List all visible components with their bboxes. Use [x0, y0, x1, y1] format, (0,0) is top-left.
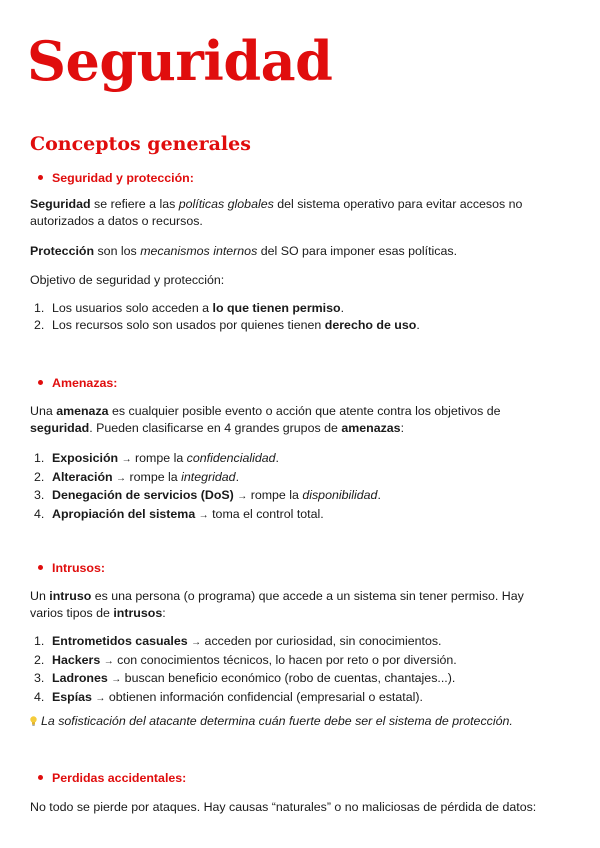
- list-objetivos: [30, 300, 560, 333]
- list-item: 1. Los usuarios solo acceden a lo que tienen permiso.: [34, 301, 345, 315]
- list-item: 4. Apropiación del sistema → toma el control total.: [34, 506, 324, 521]
- paragraph-perdidas: No todo se pierde por ataques. Hay causas “naturales” o no maliciosas de pérdida de datos:: [30, 800, 537, 814]
- bullet-dot: [38, 380, 43, 385]
- heading-seguridad-proteccion: Seguridad y protección:: [38, 170, 194, 186]
- list-intrusos: [30, 633, 560, 707]
- bullet-dot: [38, 175, 43, 180]
- paragraph-seguridad: Seguridad se refiere a las políticas globales del sistema operativo para evitar accesos no autorizados a datos o recursos.: [30, 197, 523, 228]
- list-item: 3. Denegación de servicios (DoS) → rompe la disponibilidad.: [34, 488, 381, 502]
- bullet-dot: [38, 775, 43, 780]
- paragraph-proteccion: Protección son los mecanismos internos del SO para imponer esas políticas.: [30, 244, 458, 258]
- list-item: 2. Alteración → rompe la integridad.: [34, 469, 240, 484]
- tip-note: La sofisticación del atacante determina cuán fuerte debe ser el sistema de protección.: [30, 713, 560, 730]
- list-item: 3. Ladrones → buscan beneficio económico (robo de cuentas, chantajes...).: [34, 671, 456, 685]
- list-item: 2. Los recursos solo son usados por quienes tienen derecho de uso.: [34, 317, 420, 332]
- section-title: Conceptos generales: [30, 133, 251, 155]
- list-item: 1. Exposición → rompe la confidencialidad.: [34, 451, 279, 465]
- lightbulb-icon: [30, 716, 37, 726]
- list-item: 1. Entrometidos casuales → acceden por curiosidad, sin conocimientos.: [34, 634, 442, 648]
- paragraph-objetivo: Objetivo de seguridad y protección:: [30, 273, 225, 287]
- list-item: 2. Hackers → con conocimientos técnicos, lo hacen por reto o por diversión.: [34, 652, 457, 667]
- heading-amenazas: Amenazas:: [38, 375, 117, 391]
- paragraph-intruso: Un intruso es una persona (o programa) que accede a un sistema sin tener permiso. Hay varios tipos de intrusos:: [30, 589, 524, 620]
- page-title: Seguridad: [27, 29, 333, 93]
- heading-intrusos: Intrusos:: [38, 560, 105, 576]
- list-item: 4. Espías → obtienen información confidencial (empresarial o estatal).: [34, 689, 423, 704]
- bullet-dot: [38, 565, 43, 570]
- list-amenazas: [30, 450, 560, 524]
- paragraph-amenaza: Una amenaza es cualquier posible evento o acción que atente contra los objetivos de seguridad. Pueden clasificarse en 4 grandes grupos de amenazas:: [30, 404, 501, 435]
- heading-perdidas-accidentales: Perdidas accidentales:: [38, 770, 186, 786]
